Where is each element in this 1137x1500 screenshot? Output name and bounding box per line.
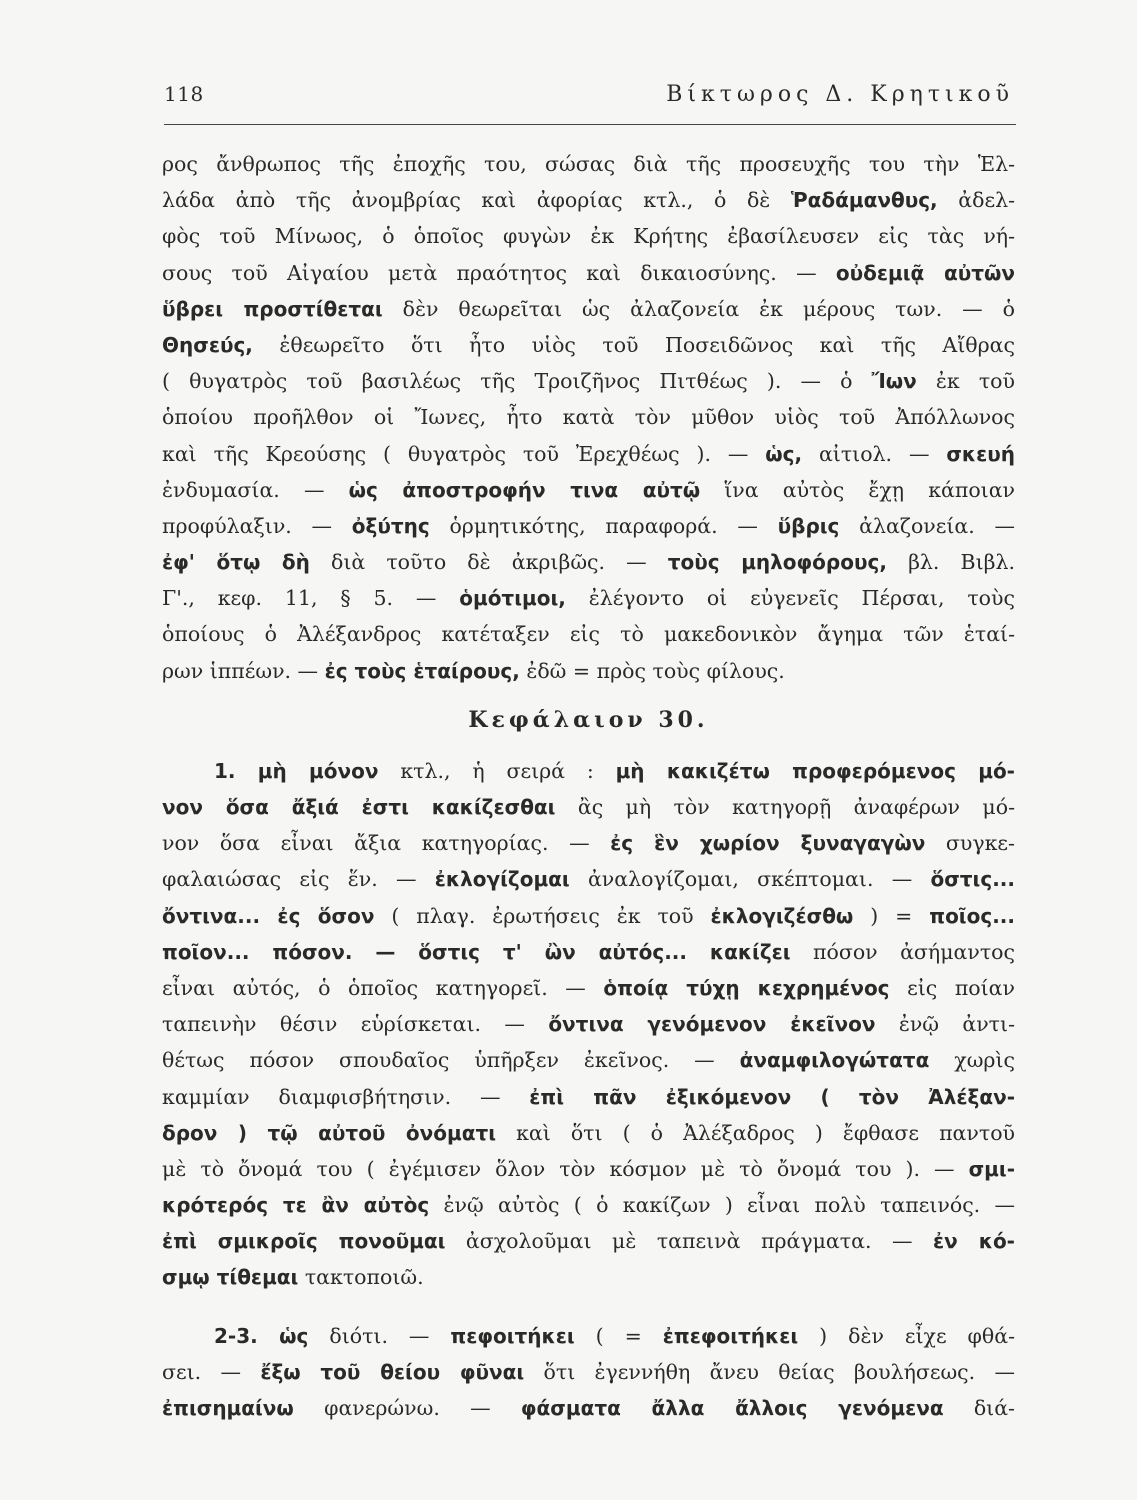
lemma: Θησεύς, xyxy=(162,332,253,357)
gloss-text: ρος ἄνθρωπος τῆς ἐποχῆς του, σώσας διὰ τῆς προσευχῆς του τὴν Ἑλ- xyxy=(162,152,1015,176)
lemma: σκευή xyxy=(946,441,1015,466)
lemma: ἀναμφιλογώτατα xyxy=(739,1048,930,1073)
lemma: ὅστις... xyxy=(930,867,1015,892)
gloss-text: διότι. — xyxy=(308,1323,451,1348)
gloss-text: νον ὅσα εἶναι ἄξια κατηγορίας. — xyxy=(162,831,611,856)
text-line xyxy=(162,291,1015,327)
lemma: ὀξύτης xyxy=(351,513,430,538)
text-line xyxy=(162,898,1015,934)
page-body xyxy=(162,146,1015,1426)
lemma: 1. μὴ μόνον xyxy=(214,758,379,783)
lemma: ἐκλογιζέσθω xyxy=(710,903,854,928)
gloss-text: ) = xyxy=(853,903,930,928)
text-line xyxy=(162,934,1015,970)
text-line xyxy=(162,218,1015,254)
text-line xyxy=(162,472,1015,508)
text-line xyxy=(162,653,1015,689)
gloss-text: ρων ἱππέων. — xyxy=(162,658,325,683)
paragraph-3 xyxy=(162,1318,1015,1427)
text-line xyxy=(162,1318,1015,1354)
gloss-text: καὶ τῆς Κρεούσης ( θυγατρὸς τοῦ Ἐρεχθέως ). — xyxy=(162,441,766,466)
gloss-text: συγκε- xyxy=(925,831,1015,856)
gloss-text: φανερώνω. — xyxy=(293,1396,521,1420)
text-line xyxy=(162,363,1015,399)
lemma: ὡς, xyxy=(765,441,803,466)
gloss-text: ἀδελ- xyxy=(937,188,1015,213)
gloss-text: κτλ., ἡ σειρά : xyxy=(378,758,616,783)
text-line xyxy=(162,753,1015,789)
gloss-text: ἂς μὴ τὸν κατηγορῇ ἀναφέρων μό- xyxy=(555,795,1015,819)
text-line xyxy=(162,1151,1015,1187)
lemma: πεφοιτήκει xyxy=(450,1323,575,1348)
gloss-text: αἰτιολ. — xyxy=(802,441,947,466)
gloss-text: λάδα ἀπὸ τῆς ἀνομβρίας καὶ ἀφορίας κτλ., ὁ δὲ xyxy=(162,188,791,213)
text-line xyxy=(162,1390,1015,1426)
gloss-text: εἰς ποίαν xyxy=(889,975,1015,1000)
text-line xyxy=(162,1006,1015,1042)
gloss-text: θέτως πόσον σπουδαῖος ὑπῆρξεν ἐκεῖνος. — xyxy=(162,1048,740,1073)
gloss-text: ἐλέγοντο οἱ εὐγενεῖς Πέρσαι, τοὺς xyxy=(565,586,1015,611)
lemma: ποῖον... πόσον. — ὅστις τ' ὢν αὐτός... κακίζει xyxy=(162,939,791,964)
gloss-text: ἐνδυμασία. — xyxy=(162,477,349,502)
lemma: τοὺς μηλοφόρους, xyxy=(667,550,887,575)
lemma: Ἴων xyxy=(871,369,917,394)
lemma: σμῳ τίθεμαι xyxy=(162,1265,299,1290)
text-line xyxy=(162,1042,1015,1078)
text-line xyxy=(162,616,1015,652)
gloss-text: ἀλαζονεία. — xyxy=(839,513,1015,538)
lemma: ὡς ἀποστροφήν τινα αὐτῷ xyxy=(348,477,701,502)
lemma: μὴ κακιζέτω προφερόμενος μό- xyxy=(615,758,1015,783)
text-line xyxy=(162,1259,1015,1295)
lemma: ἐφ' ὅτῳ δὴ xyxy=(162,550,310,575)
gloss-text: χωρὶς xyxy=(929,1048,1015,1073)
gloss-text: ὁρμητικότης, παραφορά. — xyxy=(429,513,778,538)
gloss-text: μὲ τὸ ὄνομά του ( ἐγέμισεν ὅλον τὸν κόσμον μὲ τὸ ὄνομά του ). — xyxy=(162,1156,969,1181)
text-line xyxy=(162,825,1015,861)
text-line xyxy=(162,255,1015,291)
lemma: 2-3. ὡς xyxy=(214,1323,309,1348)
gloss-text: βλ. Βιβλ. xyxy=(886,550,1015,575)
gloss-text: ὁποίους ὁ Ἀλέξανδρος κατέταξεν εἰς τὸ μακεδονικὸν ἄγημα τῶν ἑταί- xyxy=(162,622,1015,647)
gloss-text: διά- xyxy=(943,1396,1015,1420)
gloss-text: ἐνῷ ἀντι- xyxy=(875,1012,1015,1037)
lemma: νον ὅσα ἄξιά ἐστι κακίζεσθαι xyxy=(162,795,556,819)
lemma: ἐπὶ σμικροῖς πονοῦμαι xyxy=(162,1229,446,1254)
lemma: ὕβρις xyxy=(777,513,840,538)
text-line xyxy=(162,327,1015,363)
text-line xyxy=(162,970,1015,1006)
text-line xyxy=(162,789,1015,825)
lemma: φάσματα ἄλλα ἄλλοις γενόμενα xyxy=(520,1396,944,1420)
text-line xyxy=(162,544,1015,580)
paragraph-1 xyxy=(162,146,1015,689)
gloss-text: καὶ ὅτι ( ὁ Ἀλέξαδρος ) ἔφθασε παντοῦ xyxy=(496,1120,1015,1145)
text-line xyxy=(162,508,1015,544)
lemma: ἔξω τοῦ θείου φῦναι xyxy=(260,1359,525,1384)
text-line xyxy=(162,861,1015,897)
page-number: 118 xyxy=(164,82,204,106)
lemma: κρότερός τε ἂν αὐτὸς xyxy=(162,1193,430,1218)
lemma: ὄντινα γενόμενον ἐκεῖνον xyxy=(548,1012,876,1037)
lemma: ἐς ἓν χωρίον ξυναγαγὼν xyxy=(610,831,926,856)
lemma: ἐπεφοιτήκει xyxy=(662,1323,799,1348)
gloss-text: ἵνα αὐτὸς ἔχῃ κάποιαν xyxy=(700,477,1015,502)
lemma: ὁμότιμοι, xyxy=(459,586,566,611)
gloss-text: σους τοῦ Αἰγαίου μετὰ πραότητος καὶ δικαιοσύνης. — xyxy=(162,260,836,285)
gloss-text: φαλαιώσας εἰς ἕν. — xyxy=(162,867,435,892)
text-line xyxy=(162,399,1015,435)
gloss-text: προφύλαξιν. — xyxy=(162,513,352,538)
gloss-text: φὸς τοῦ Μίνωος, ὁ ὁποῖος φυγὼν ἐκ Κρήτης ἐβασίλευσεν εἰς τὰς νή- xyxy=(162,224,1015,249)
lemma: σμι- xyxy=(968,1156,1015,1181)
paragraph-gap xyxy=(162,1296,1015,1318)
gloss-text: ( θυγατρὸς τοῦ βασιλέως τῆς Τροιζῆνος Πιτθέως ). — ὁ xyxy=(162,369,872,394)
lemma: ποῖος... xyxy=(929,903,1015,928)
text-line xyxy=(162,146,1015,182)
text-line xyxy=(162,1187,1015,1223)
running-title: Βίκτωρος Δ. Κρητικοῦ xyxy=(666,82,1014,107)
lemma: ὁποίᾳ τύχῃ κεχρημένος xyxy=(603,975,890,1000)
text-line xyxy=(162,580,1015,616)
text-line xyxy=(162,1079,1015,1115)
gloss-text: ἀναλογίζομαι, σκέπτομαι. — xyxy=(569,867,931,892)
gloss-text: τακτοποιῶ. xyxy=(298,1265,424,1290)
gloss-text: ἐκ τοῦ xyxy=(916,369,1015,394)
lemma: οὐδεμιᾷ αὐτῶν xyxy=(835,260,1015,285)
lemma: ἐπισημαίνω xyxy=(162,1396,294,1420)
gloss-text: ( πλαγ. ἐρωτήσεις ἐκ τοῦ xyxy=(374,903,711,928)
text-line xyxy=(162,182,1015,218)
lemma: Ῥαδάμανθυς, xyxy=(790,188,938,213)
text-line xyxy=(162,436,1015,472)
gloss-text: ταπεινὴν θέσιν εὑρίσκεται. — xyxy=(162,1012,549,1037)
gloss-text: ( = xyxy=(574,1323,663,1348)
lemma: ὕβρει προστίθεται xyxy=(162,296,383,321)
gloss-text: ἀσχολοῦμαι μὲ ταπεινὰ πράγματα. — xyxy=(445,1229,934,1254)
text-line xyxy=(162,1354,1015,1390)
page-header xyxy=(164,80,1014,120)
gloss-text: ὅτι ἐγεννήθη ἄνευ θείας βουλήσεως. — xyxy=(524,1359,1015,1384)
lemma: ὄντινα... ἐς ὅσον xyxy=(162,903,375,928)
gloss-text: Γ'., κεφ. 11, § 5. — xyxy=(162,586,460,611)
gloss-text: ἐνῷ αὐτὸς ( ὁ κακίζων ) εἶναι πολὺ ταπεινός. — xyxy=(429,1193,1015,1218)
lemma: ἐν κό- xyxy=(933,1229,1015,1254)
paragraph-2 xyxy=(162,753,1015,1296)
gloss-text: πόσον ἀσήμαντος xyxy=(790,939,1015,964)
gloss-text: ) δὲν εἶχε φθά- xyxy=(798,1323,1015,1348)
text-line xyxy=(162,1223,1015,1259)
gloss-text: δὲν θεωρεῖται ὡς ἀλαζονεία ἐκ μέρους των. — ὁ xyxy=(382,296,1015,321)
gloss-text: ἐδῶ = πρὸς τοὺς φίλους. xyxy=(519,658,785,683)
lemma: δρον ) τῷ αὐτοῦ ὀνόματι xyxy=(162,1120,497,1145)
gloss-text: διὰ τοῦτο δὲ ἀκριβῶς. — xyxy=(309,550,668,575)
text-line xyxy=(162,1115,1015,1151)
gloss-text: ὁποίου προῆλθον οἱ Ἴωνες, ἦτο κατὰ τὸν μῦθον υἱὸς τοῦ Ἀπόλλωνος xyxy=(162,405,1015,430)
lemma: ἐπὶ πᾶν ἐξικόμενον ( τὸν Ἀλέξαν- xyxy=(529,1084,1015,1109)
header-rule xyxy=(164,124,1016,125)
gloss-text: καμμίαν διαμφισβήτησιν. — xyxy=(162,1084,530,1109)
lemma: ἐκλογίζομαι xyxy=(434,867,570,892)
gloss-text: σει. — xyxy=(162,1359,261,1384)
lemma: ἐς τοὺς ἑταίρους, xyxy=(324,658,520,683)
gloss-text: εἶναι αὐτός, ὁ ὁποῖος κατηγορεῖ. — xyxy=(162,975,604,1000)
chapter-heading: Κεφάλαιον 30. xyxy=(468,706,709,733)
gloss-text: ἐθεωρεῖτο ὅτι ἦτο υἱὸς τοῦ Ποσειδῶνος καὶ τῆς Αἴθρας xyxy=(252,332,1015,357)
